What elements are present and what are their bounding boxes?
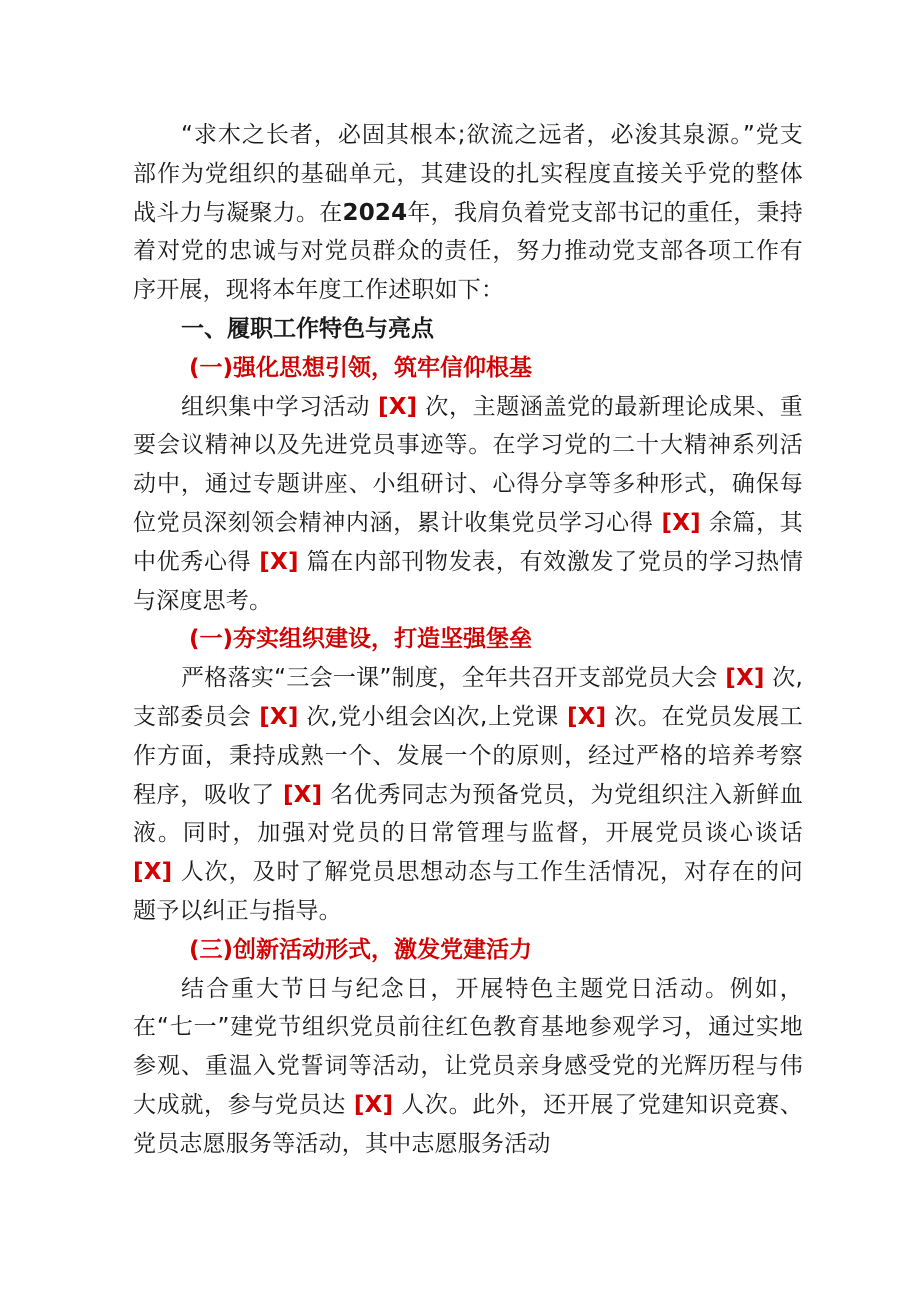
text: 名优秀同志为预备党员，为党组织注入新鲜血液。同时，加强对党员的日常管理与监督，开展党员谈心谈话 xyxy=(133,781,804,847)
document-page xyxy=(133,116,803,1164)
placeholder-value: [X] xyxy=(661,509,701,536)
intro-year: 2024 xyxy=(342,199,408,226)
placeholder-value: [X] xyxy=(353,1091,394,1118)
text: 次,支部委员会 xyxy=(133,665,804,730)
text: 人次，及时了解党员思想动态与工作生活情况，对存在的问题予以纠正与指导。 xyxy=(133,859,803,924)
placeholder-value: [X] xyxy=(282,781,323,808)
text: 严格落实“三会一课”制度，全年共召开支部党员大会 xyxy=(181,665,718,692)
subsection-heading-3: (三)创新活动形式，激发党建活力 xyxy=(189,936,533,963)
text: 次，主题涵盖党的最新理论成果、重要会议精神以及先进党员事迹等。在学习党的二十大精神系列活动中，通过专题讲座、小组研讨、心得分享等多种形式，确保每位党员深刻领会精神内涵，累计收集党员学习心得 xyxy=(133,393,804,536)
intro-paragraph xyxy=(133,116,803,310)
subsection-heading-2: (一)夯实组织建设，打造坚强堡垒 xyxy=(189,626,533,653)
subsection-3-paragraph xyxy=(133,970,803,1164)
intro-text-2: 年，我肩负着党支部书记的重任，秉持着对党的忠诚与对党员群众的责任，努力推动党支部各项工作有序开展，现将本年度工作述职如下： xyxy=(133,199,803,304)
intro-text-1: “求木之长者，必固其根本;欲流之远者，必浚其泉源。”党支部作为党组织的基础单元，其建设的扎实程度直接关乎党的整体战斗力与凝聚力。在 xyxy=(133,122,803,226)
text: 次。在党员发展工作方面，秉持成熟一个、发展一个的原则，经过严格的培养考察程序，吸收了 xyxy=(133,703,804,808)
placeholder-value: [X] xyxy=(378,393,418,420)
placeholder-value: [X] xyxy=(259,703,299,730)
section-heading-1: 一、履职工作特色与亮点 xyxy=(181,315,434,342)
text: 次,党小组会凶次,上党课 xyxy=(306,703,559,730)
text: 组织集中学习活动 xyxy=(181,393,371,420)
text: 人次。此外，还开展了党建知识竞赛、党员志愿服务等活动，其中志愿服务活动 xyxy=(133,1091,804,1157)
subsection-1-paragraph xyxy=(133,388,803,621)
placeholder-value: [X] xyxy=(259,548,299,575)
placeholder-value: [X] xyxy=(133,859,173,886)
placeholder-value: [X] xyxy=(725,665,765,692)
placeholder-value: [X] xyxy=(566,703,607,730)
text: 余篇，其中优秀心得 xyxy=(133,509,804,575)
text: 篇在内部刊物发表，有效激发了党员的学习热情与深度思考。 xyxy=(133,548,804,614)
subsection-heading-1: (一)强化思想引领，筑牢信仰根基 xyxy=(189,354,533,381)
text: 结合重大节日与纪念日，开展特色主题党日活动。例如，在“七一”建党节组织党员前往红色教育基地参观学习，通过实地参观、重温入党誓词等活动，让党员亲身感受党的光辉历程与伟大成就，参与党员达 xyxy=(133,975,803,1118)
subsection-2-paragraph xyxy=(133,659,803,931)
